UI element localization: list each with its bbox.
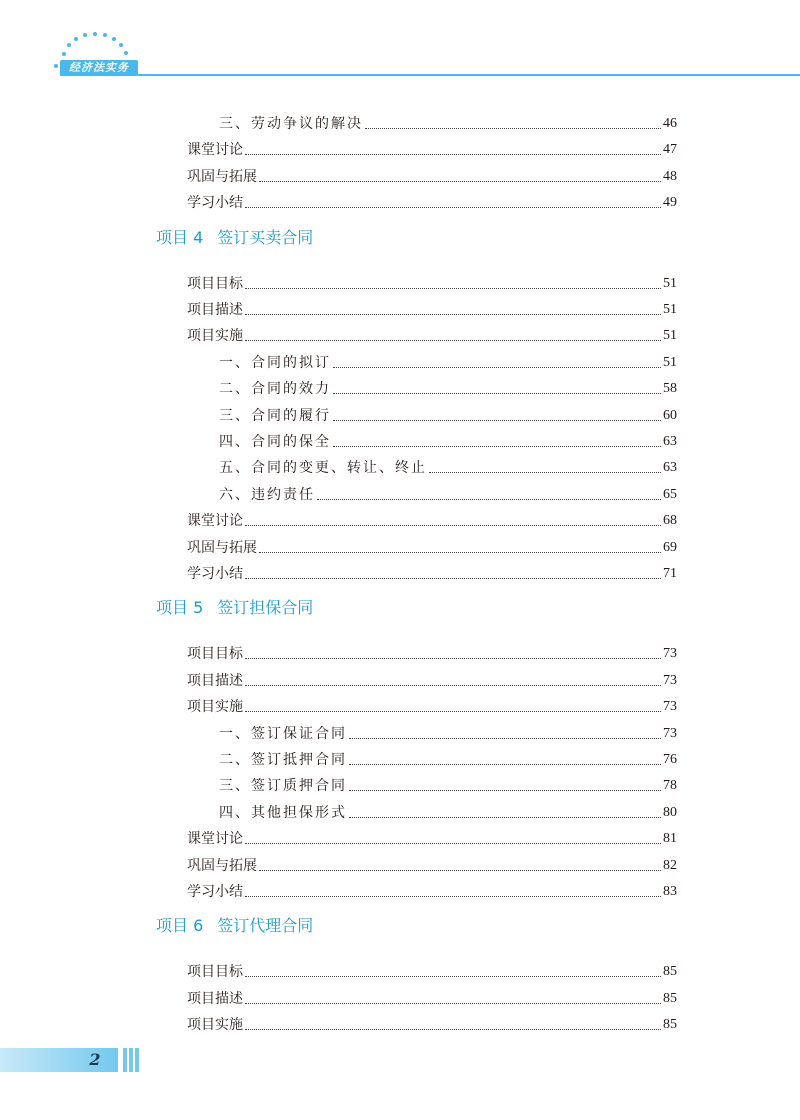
page-header — [0, 0, 800, 80]
toc-entry-label: 一、合同的拟订 — [219, 354, 331, 371]
toc-entry-label: 课堂讨论 — [187, 513, 243, 530]
toc-entry-page: 73 — [663, 699, 677, 715]
toc-leader-dots — [429, 472, 661, 473]
toc-leader-dots — [349, 738, 661, 739]
toc-leader-dots — [317, 499, 661, 500]
toc-entry-label: 课堂讨论 — [187, 142, 243, 159]
toc-entry-page: 51 — [663, 275, 677, 291]
toc-leader-dots — [365, 128, 661, 129]
toc-entry[interactable] — [219, 428, 677, 452]
toc-entry-label: 学习小结 — [187, 195, 243, 212]
toc-entry[interactable] — [187, 560, 677, 584]
toc-entry-label: 三、合同的履行 — [219, 407, 331, 424]
toc-entry[interactable] — [219, 402, 677, 426]
toc-entry-page: 82 — [663, 857, 677, 873]
toc-leader-dots — [259, 552, 661, 553]
project-number: 项目 5 — [156, 598, 204, 618]
toc-entry[interactable] — [219, 481, 677, 505]
toc-leader-dots — [333, 420, 661, 421]
toc-entry[interactable] — [219, 375, 677, 399]
project-title: 签订担保合同 — [217, 598, 314, 618]
toc-entry-page: 49 — [663, 195, 677, 211]
toc-entry-page: 73 — [663, 672, 677, 688]
project-number: 项目 4 — [156, 227, 204, 247]
toc-entry[interactable] — [187, 693, 677, 717]
toc-leader-dots — [245, 340, 661, 341]
toc-entry-label: 巩固与拓展 — [187, 168, 257, 185]
toc-entry[interactable] — [219, 772, 677, 796]
toc-entry[interactable] — [187, 825, 677, 849]
toc-entry-page: 78 — [663, 778, 677, 794]
toc-entry[interactable] — [187, 507, 677, 531]
footer-stripe — [123, 1048, 127, 1072]
toc-entry-label: 学习小结 — [187, 566, 243, 582]
toc-leader-dots — [333, 367, 661, 368]
toc-entry-label: 巩固与拓展 — [187, 539, 257, 556]
toc-entry-label: 六、违约责任 — [219, 486, 315, 503]
toc-entry-label: 巩固与拓展 — [187, 857, 257, 874]
project-title: 签订代理合同 — [217, 916, 314, 936]
toc-entry-label: 项目描述 — [187, 302, 243, 318]
toc-entry-label: 项目实施 — [187, 1017, 243, 1034]
toc-entry-label: 学习小结 — [187, 884, 243, 900]
header-rule — [60, 74, 800, 76]
project-heading[interactable] — [156, 226, 313, 250]
toc-entry-page: 80 — [663, 804, 677, 820]
toc-entry[interactable] — [187, 958, 677, 982]
toc-leader-dots — [245, 976, 661, 977]
toc-entry-page: 83 — [663, 884, 677, 899]
toc-entry-page: 47 — [663, 142, 677, 158]
toc-entry-label: 项目描述 — [187, 672, 243, 689]
toc-entry[interactable] — [187, 667, 677, 691]
toc-entry[interactable] — [187, 1011, 677, 1035]
page-number: 2 — [89, 1050, 101, 1069]
toc-entry[interactable] — [187, 136, 677, 160]
toc-leader-dots — [245, 314, 661, 315]
book-title-tab: 经济法实务 — [60, 60, 138, 76]
toc-entry-label: 四、合同的保全 — [219, 434, 331, 450]
toc-leader-dots — [245, 578, 661, 579]
toc-leader-dots — [245, 154, 661, 155]
page-footer — [0, 1048, 800, 1076]
toc-entry-label: 四、其他担保形式 — [219, 804, 347, 821]
toc-entry[interactable] — [187, 322, 677, 346]
toc-entry[interactable] — [187, 640, 677, 664]
toc-leader-dots — [245, 207, 661, 208]
toc-entry-page: 48 — [663, 168, 677, 184]
toc-leader-dots — [245, 1029, 661, 1030]
toc-entry[interactable] — [187, 985, 677, 1009]
toc-leader-dots — [333, 393, 661, 394]
toc-entry[interactable] — [187, 189, 677, 213]
toc-leader-dots — [245, 525, 661, 526]
toc-leader-dots — [245, 288, 661, 289]
toc-entry[interactable] — [219, 349, 677, 373]
toc-leader-dots — [349, 817, 661, 818]
toc-entry-page: 69 — [663, 539, 677, 555]
toc-entry-page: 46 — [663, 116, 677, 131]
project-heading[interactable] — [156, 914, 313, 938]
toc-leader-dots — [259, 181, 661, 182]
toc-entry-page: 51 — [663, 328, 677, 344]
toc-entry-page: 63 — [663, 460, 677, 476]
toc-leader-dots — [349, 764, 661, 765]
toc-entry-label: 课堂讨论 — [187, 831, 243, 848]
toc-leader-dots — [245, 711, 661, 712]
project-heading[interactable] — [156, 596, 313, 620]
toc-entry-label: 五、合同的变更、转让、终止 — [219, 460, 427, 477]
toc-entry[interactable] — [187, 270, 677, 294]
toc-entry-label: 一、签订保证合同 — [219, 725, 347, 742]
toc-leader-dots — [245, 843, 661, 844]
project-number: 项目 6 — [156, 916, 204, 936]
toc-entry-page: 65 — [663, 486, 677, 502]
toc-entry-page: 85 — [663, 964, 677, 980]
toc-entry[interactable] — [219, 110, 677, 134]
toc-leader-dots — [349, 790, 661, 791]
project-title: 签订买卖合同 — [217, 227, 314, 247]
toc-entry[interactable] — [219, 720, 677, 744]
footer-stripe — [135, 1048, 139, 1072]
toc-entry-label: 项目目标 — [187, 646, 243, 663]
toc-leader-dots — [259, 870, 661, 871]
toc-entry[interactable] — [219, 746, 677, 770]
toc-entry[interactable] — [187, 852, 677, 876]
toc-entry-page: 68 — [663, 513, 677, 529]
toc-entry-page: 76 — [663, 752, 677, 767]
toc-entry-label: 三、签订质押合同 — [219, 778, 347, 795]
toc-entry-label: 二、签订抵押合同 — [219, 752, 347, 768]
toc-entry-page: 73 — [663, 725, 677, 741]
toc-entry[interactable] — [187, 296, 677, 320]
toc-entry-label: 项目描述 — [187, 990, 243, 1007]
toc-entry-page: 85 — [663, 990, 677, 1006]
toc-entry-label: 三、劳动争议的解决 — [219, 116, 363, 132]
toc-entry-page: 85 — [663, 1017, 677, 1033]
toc-leader-dots — [245, 658, 661, 659]
toc-entry-label: 项目目标 — [187, 964, 243, 981]
toc-entry-page: 51 — [663, 302, 677, 317]
toc-entry-label: 项目目标 — [187, 275, 243, 292]
toc-leader-dots — [245, 896, 661, 897]
toc-entry-page: 60 — [663, 407, 677, 423]
toc-entry-page: 71 — [663, 566, 677, 581]
toc-leader-dots — [245, 685, 661, 686]
toc-entry-page: 58 — [663, 381, 677, 397]
toc-entry-page: 73 — [663, 646, 677, 662]
toc-entry-label: 二、合同的效力 — [219, 381, 331, 398]
toc-entry[interactable] — [219, 454, 677, 478]
toc-entry-page: 51 — [663, 354, 677, 370]
footer-stripe — [129, 1048, 133, 1072]
toc-entry-page: 63 — [663, 434, 677, 449]
toc-leader-dots — [333, 446, 661, 447]
toc-entry[interactable] — [187, 163, 677, 187]
toc-entry-page: 81 — [663, 831, 677, 847]
toc-entry[interactable] — [219, 799, 677, 823]
toc-entry[interactable] — [187, 878, 677, 902]
toc-entry-label: 项目实施 — [187, 699, 243, 716]
toc-entry[interactable] — [187, 534, 677, 558]
toc-leader-dots — [245, 1003, 661, 1004]
toc-entry-label: 项目实施 — [187, 328, 243, 345]
